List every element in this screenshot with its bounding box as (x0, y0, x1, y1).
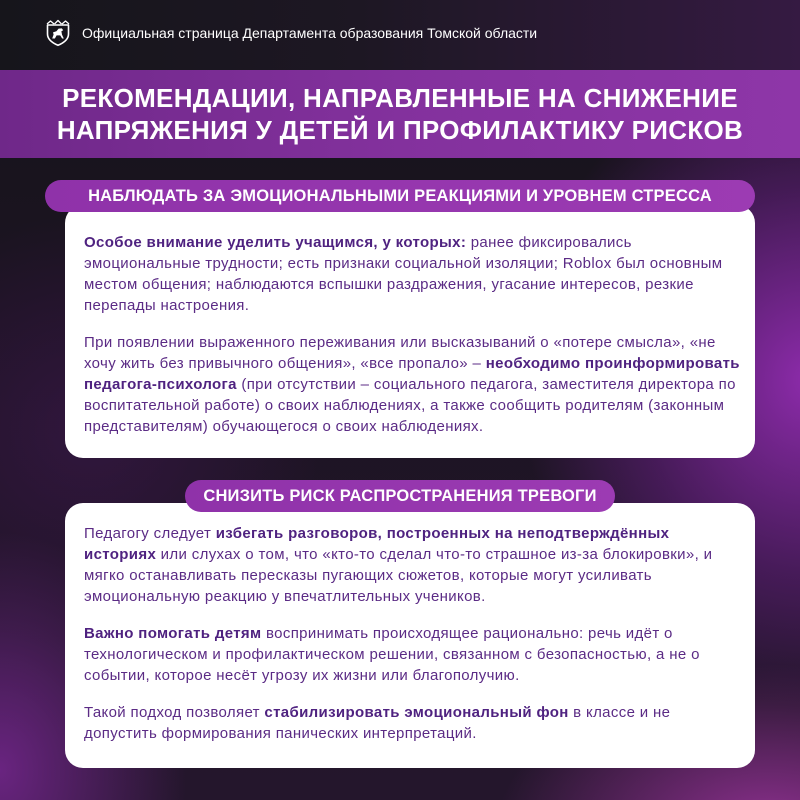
paragraph-stabilize-background (84, 702, 741, 744)
body-text: ранее фиксировались эмоциональные трудности; есть признаки социальной изоляции; Roblox был основным местом общения; наблюдаются вспышки раздражения, угасание интересов, резкие перепады настроения. (84, 234, 723, 314)
source-page-label: Официальная страница Департамента образования Томской области (82, 25, 538, 41)
body-text: Педагогу следует (84, 525, 216, 542)
paragraph-risk-groups (84, 232, 741, 316)
paragraph-rational-perception (84, 623, 741, 686)
body-text: воспринимать происходящее рационально: речь идёт о технологическом и профилактическом решении, связанном с безопасностью, а не о событии, которое несёт угрозу их жизни или благополучию. (84, 625, 700, 684)
emphasis-text: избегать разговоров, построенных на неподтверждённых историях (84, 525, 670, 563)
coat-of-arms-graphic (44, 19, 72, 47)
page-header (0, 0, 800, 70)
body-text: в классе и не допустить формирования панических интерпретаций. (84, 704, 671, 742)
section-card-reduce-anxiety (65, 503, 755, 768)
section-heading-reduce-anxiety: СНИЗИТЬ РИСК РАСПРОСТРАНЕНИЯ ТРЕВОГИ (185, 480, 615, 512)
emphasis-text: необходимо проинформировать педагога-психолога (84, 355, 740, 393)
title-line-1: РЕКОМЕНДАЦИИ, НАПРАВЛЕННЫЕ НА СНИЖЕНИЕ (62, 83, 738, 113)
emphasis-text: Важно помогать детям (84, 625, 262, 642)
title-line-2: НАПРЯЖЕНИЯ У ДЕТЕЙ И ПРОФИЛАКТИКУ РИСКОВ (56, 115, 744, 145)
body-text: или слухах о том, что «кто-то сделал что-то страшное из-за блокировки», и мягко останавливать пересказы пугающих сюжетов, которые могут усиливать эмоциональную реакцию у впечатлительных учеников. (84, 546, 713, 605)
emphasis-text: стабилизировать эмоциональный фон (264, 704, 569, 721)
paragraph-inform-psychologist (84, 332, 741, 437)
section-heading-observe-reactions: НАБЛЮДАТЬ ЗА ЭМОЦИОНАЛЬНЫМИ РЕАКЦИЯМИ И УРОВНЕМ СТРЕССА (45, 180, 755, 212)
body-text: Такой подход позволяет (84, 704, 265, 721)
paragraph-avoid-rumors (84, 523, 741, 607)
coat-of-arms-icon (44, 19, 72, 47)
title-banner (0, 70, 800, 158)
body-text: (при отсутствии – социального педагога, заместителя директора по воспитательной работе) о своих наблюдениях, а также сообщить родителям (законным представителям) обучающегося о своих наблюдениях. (84, 376, 736, 435)
section-card-observe-reactions (65, 205, 755, 458)
body-text: При появлении выраженного переживания или высказываний о «потере смысла», «не хочу жить без привычного общения», «все пропало» – (84, 334, 716, 372)
emphasis-text: Особое внимание уделить учащимся, у которых: (84, 234, 467, 251)
